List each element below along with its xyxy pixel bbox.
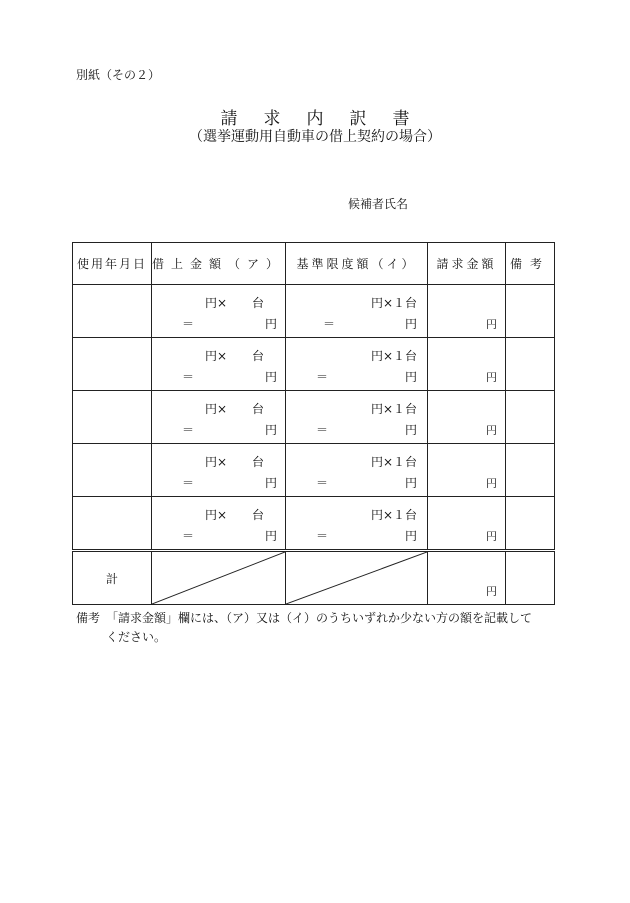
rental-units: 台 bbox=[252, 349, 265, 363]
header-date bbox=[73, 243, 152, 285]
remarks-note-text-2: ください。 bbox=[106, 630, 167, 644]
claim-yen: 円 bbox=[486, 477, 497, 490]
cell-remarks[interactable] bbox=[506, 444, 555, 497]
header-remarks-text: 備考 bbox=[509, 257, 550, 271]
cell-rental-amount[interactable] bbox=[152, 338, 286, 391]
rental-yen: 円 bbox=[265, 529, 278, 543]
cell-remarks[interactable] bbox=[506, 497, 555, 551]
rental-yen: 円 bbox=[265, 317, 278, 331]
cell-claim-amount[interactable] bbox=[428, 444, 506, 497]
rental-yen: 円 bbox=[265, 423, 278, 437]
rental-equals: ＝ bbox=[182, 476, 195, 490]
table-header-row bbox=[73, 243, 555, 285]
rental-yen-times: 円× bbox=[205, 455, 228, 469]
cell-total-label bbox=[73, 551, 152, 605]
rental-units: 台 bbox=[252, 455, 265, 469]
cell-rental-amount[interactable] bbox=[152, 285, 286, 338]
claim-yen: 円 bbox=[486, 371, 497, 384]
remarks-note-label: 備考 bbox=[76, 611, 101, 625]
cell-claim-amount[interactable] bbox=[428, 285, 506, 338]
header-limit-amount-text: 基準限度額（イ） bbox=[296, 257, 417, 271]
table-row bbox=[73, 338, 555, 391]
remarks-note-text-1: 「請求金額」欄には、（ア）又は（イ）のうちいずれか少ない方の額を記載して bbox=[106, 611, 533, 625]
rental-yen-times: 円× bbox=[205, 402, 228, 416]
claim-yen: 円 bbox=[486, 424, 497, 437]
cell-date[interactable] bbox=[73, 391, 152, 444]
candidate-name-label: 候補者氏名 bbox=[348, 197, 409, 211]
cell-date[interactable] bbox=[73, 338, 152, 391]
cell-claim-amount[interactable] bbox=[428, 391, 506, 444]
rental-equals: ＝ bbox=[182, 370, 195, 384]
cell-date[interactable] bbox=[73, 497, 152, 551]
total-claim-yen: 円 bbox=[486, 585, 497, 598]
cell-date[interactable] bbox=[73, 285, 152, 338]
header-claim-amount bbox=[428, 243, 506, 285]
cell-limit-amount[interactable] bbox=[286, 391, 428, 444]
table-row bbox=[73, 391, 555, 444]
rental-units: 台 bbox=[252, 402, 265, 416]
table-row bbox=[73, 497, 555, 551]
header-date-text: 使用年月日 bbox=[76, 257, 147, 271]
limit-equals: ＝ bbox=[316, 370, 329, 384]
limit-yen-per-vehicle: 円×１台 bbox=[371, 296, 418, 310]
limit-equals: ＝ bbox=[316, 529, 329, 543]
page-subtitle: （選挙運動用自動車の借上契約の場合） bbox=[189, 129, 441, 145]
table-row bbox=[73, 444, 555, 497]
rental-yen-times: 円× bbox=[205, 349, 228, 363]
header-remarks bbox=[506, 243, 555, 285]
diagonal-strike bbox=[152, 552, 285, 604]
limit-yen: 円 bbox=[405, 370, 418, 384]
limit-equals: ＝ bbox=[316, 476, 329, 490]
limit-equals: ＝ bbox=[323, 317, 336, 331]
limit-equals: ＝ bbox=[316, 423, 329, 437]
cell-limit-amount[interactable] bbox=[286, 338, 428, 391]
cell-remarks[interactable] bbox=[506, 285, 555, 338]
diagonal-strike bbox=[286, 552, 427, 604]
header-rental-amount-text: 借上金額（ア） bbox=[152, 257, 286, 271]
limit-yen-per-vehicle: 円×１台 bbox=[371, 455, 418, 469]
cell-total-limit-void bbox=[286, 551, 428, 605]
claim-yen: 円 bbox=[486, 530, 497, 543]
cell-total-remarks[interactable] bbox=[506, 551, 555, 605]
rental-units: 台 bbox=[252, 508, 265, 522]
header-rental-amount bbox=[152, 243, 286, 285]
limit-yen-per-vehicle: 円×１台 bbox=[371, 349, 418, 363]
limit-yen-per-vehicle: 円×１台 bbox=[371, 508, 418, 522]
header-limit-amount bbox=[286, 243, 428, 285]
cell-total-claim[interactable] bbox=[428, 551, 506, 605]
cell-remarks[interactable] bbox=[506, 391, 555, 444]
cell-limit-amount[interactable] bbox=[286, 285, 428, 338]
cell-claim-amount[interactable] bbox=[428, 338, 506, 391]
rental-yen: 円 bbox=[265, 476, 278, 490]
table-row bbox=[73, 285, 555, 338]
total-label: 計 bbox=[105, 571, 118, 586]
limit-yen-per-vehicle: 円×１台 bbox=[371, 402, 418, 416]
page-title: 請求内訳書 bbox=[220, 109, 436, 129]
rental-equals: ＝ bbox=[182, 423, 195, 437]
remarks-note-line1 bbox=[76, 609, 556, 628]
claim-yen: 円 bbox=[486, 318, 497, 331]
cell-date[interactable] bbox=[73, 444, 152, 497]
cell-limit-amount[interactable] bbox=[286, 497, 428, 551]
cell-rental-amount[interactable] bbox=[152, 391, 286, 444]
limit-yen: 円 bbox=[405, 423, 418, 437]
cell-total-rental-void bbox=[152, 551, 286, 605]
limit-yen: 円 bbox=[405, 529, 418, 543]
limit-yen: 円 bbox=[405, 317, 418, 331]
remarks-note bbox=[76, 609, 556, 647]
limit-yen: 円 bbox=[405, 476, 418, 490]
rental-equals: ＝ bbox=[182, 529, 195, 543]
rental-units: 台 bbox=[252, 296, 265, 310]
rental-yen-times: 円× bbox=[205, 296, 228, 310]
cell-limit-amount[interactable] bbox=[286, 444, 428, 497]
rental-yen-times: 円× bbox=[205, 508, 228, 522]
cell-claim-amount[interactable] bbox=[428, 497, 506, 551]
cell-rental-amount[interactable] bbox=[152, 497, 286, 551]
cell-rental-amount[interactable] bbox=[152, 444, 286, 497]
breakdown-table bbox=[72, 242, 555, 605]
total-row bbox=[73, 551, 555, 605]
attachment-label: 別紙（その２） bbox=[76, 68, 161, 82]
rental-equals: ＝ bbox=[182, 317, 195, 331]
header-claim-amount-text: 請求金額 bbox=[436, 257, 497, 271]
rental-yen: 円 bbox=[265, 370, 278, 384]
cell-remarks[interactable] bbox=[506, 338, 555, 391]
